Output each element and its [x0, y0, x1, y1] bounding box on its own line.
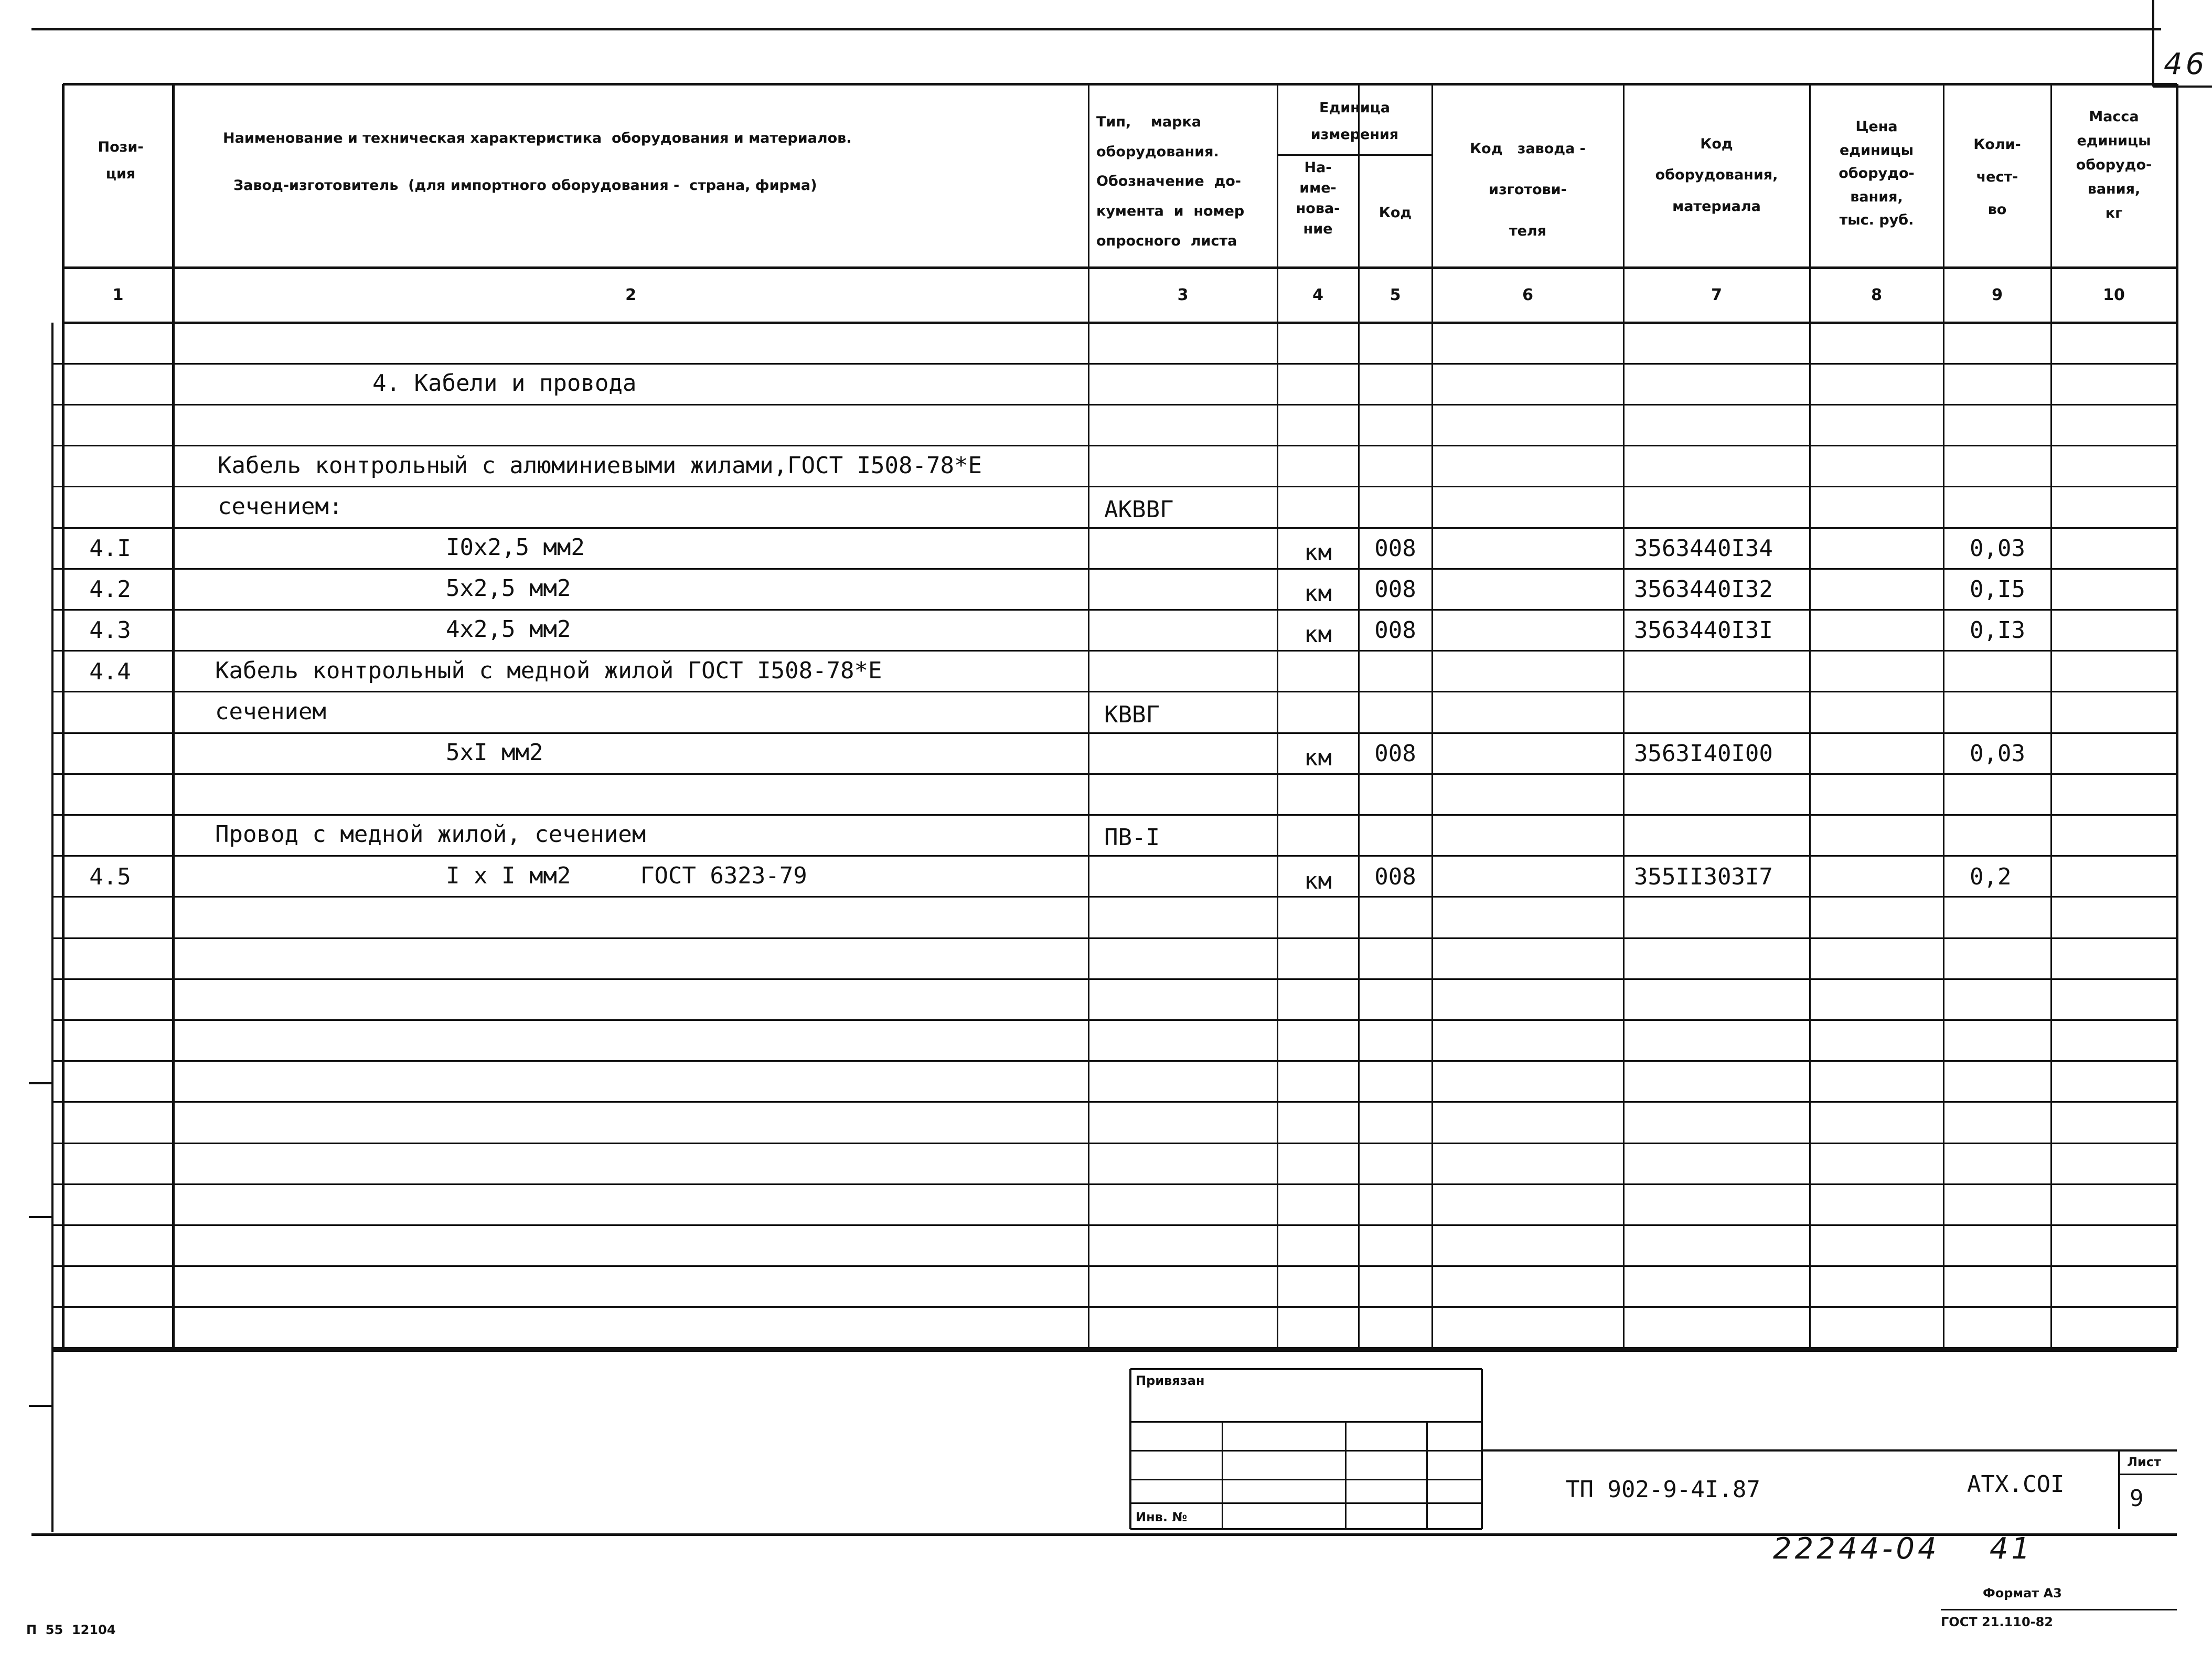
stamp-box-line — [1130, 1502, 1482, 1504]
row-position: 4.3 — [89, 617, 131, 644]
header-bottom-line — [63, 266, 2177, 269]
row-line — [52, 404, 2177, 406]
column-line — [1358, 84, 1360, 1348]
row-position: 4.5 — [89, 863, 131, 890]
row-line — [52, 978, 2177, 980]
row-unit-code: 008 — [1374, 617, 1416, 644]
row-line — [52, 527, 2177, 529]
row-unit: км — [1304, 621, 1332, 648]
row-name: сечением — [215, 698, 326, 725]
row-quantity: 0,I5 — [1970, 576, 2025, 603]
row-type-mark: ПВ-I — [1104, 824, 1160, 851]
stamp-box-line — [1426, 1422, 1428, 1529]
stamp-box-line — [1130, 1479, 1482, 1480]
gost-reference: ГОСТ 21.110-82 — [1941, 1615, 2054, 1629]
corner-box-line — [2153, 86, 2212, 88]
row-line — [52, 855, 2177, 857]
corner-page-number: 46 — [2164, 47, 2208, 81]
column-line — [1088, 84, 1089, 1348]
row-name: Кабель контрольный с алюминиевыми жилами,ГОСТ I508-78*Е — [218, 452, 982, 479]
row-unit: км — [1304, 744, 1332, 771]
column-line — [2050, 84, 2052, 1348]
title-block-line — [2119, 1474, 2177, 1475]
header-unit-name: На- име- нова- ние — [1296, 159, 1340, 238]
header-maker-code: Код завода - изготови- теля — [1470, 141, 1586, 239]
row-name: Кабель контрольный с медной жилой ГОСТ I508-78*Е — [215, 657, 882, 684]
column-number: 1 — [112, 286, 124, 304]
stamp-box-line — [1222, 1422, 1223, 1529]
row-name: 5хI мм2 — [446, 739, 543, 766]
header-name-line2: Завод-изготовитель (для импортного оборудования - страна, фирма) — [233, 177, 817, 194]
stamp-box-line — [1129, 1369, 1131, 1529]
row-line — [52, 1265, 2177, 1267]
row-quantity: 0,2 — [1970, 863, 2012, 890]
header-equipment-code: Код оборудования, материала — [1655, 136, 1778, 215]
row-line — [52, 363, 2177, 365]
row-unit-code: 008 — [1374, 740, 1416, 767]
row-unit-code: 008 — [1374, 863, 1416, 890]
top-border — [31, 28, 2161, 30]
document-code: ТП 902-9-4I.87 — [1566, 1476, 1760, 1503]
row-line — [52, 691, 2177, 692]
row-name: I0х2,5 мм2 — [446, 534, 585, 561]
header-position: Пози- ция — [98, 139, 144, 183]
column-number-line — [63, 322, 2177, 324]
stamp-box-line — [1130, 1368, 1482, 1370]
column-number: 9 — [1992, 286, 2003, 304]
row-position: 4.2 — [89, 576, 131, 603]
row-line — [52, 1306, 2177, 1308]
column-line — [1623, 84, 1625, 1348]
document-mark: АТХ.СОI — [1967, 1471, 2065, 1498]
row-line — [52, 650, 2177, 652]
row-line — [52, 814, 2177, 816]
row-line — [52, 445, 2177, 446]
row-name: 4х2,5 мм2 — [446, 616, 571, 643]
column-line — [1943, 84, 1944, 1348]
row-equipment-code: 3563440I3I — [1634, 617, 1773, 644]
column-line — [1431, 84, 1433, 1348]
stamp-box-line — [1130, 1528, 1482, 1530]
title-block-line — [2118, 1450, 2120, 1529]
row-line — [52, 732, 2177, 734]
column-number: 5 — [1390, 286, 1401, 304]
row-unit-code: 008 — [1374, 576, 1416, 603]
row-name: Провод с медной жилой, сечением — [215, 821, 646, 848]
corner-box-line — [2152, 0, 2154, 87]
margin-tick — [29, 1082, 52, 1084]
row-equipment-code: 3563440I32 — [1634, 576, 1773, 603]
column-number: 4 — [1312, 286, 1323, 304]
row-unit: км — [1304, 580, 1332, 607]
header-name-line1: Наименование и техническая характеристика оборудования и материалов. — [223, 130, 852, 146]
row-line — [52, 773, 2177, 775]
format-label: Формат А3 — [1983, 1586, 2062, 1600]
header-unit-code: Код — [1379, 205, 1412, 221]
row-type-mark: КВВГ — [1104, 701, 1160, 728]
row-position: 4.I — [89, 535, 131, 562]
column-number: 10 — [2103, 286, 2125, 304]
stamp-top-line — [52, 1350, 2177, 1352]
header-unit-mass: Масса единицы оборудо- вания, кг — [2076, 109, 2152, 221]
header-unit-group: Единица измерения — [1310, 100, 1399, 143]
sheet-label: Лист — [2127, 1455, 2161, 1469]
sheet-number: 9 — [2130, 1485, 2144, 1512]
header-unit-price: Цена единицы оборудо- вания, тыс. руб. — [1839, 119, 1915, 229]
table-top-border — [63, 83, 2177, 86]
stamp-privyazan: Привязан — [1136, 1373, 1205, 1388]
row-unit: км — [1304, 539, 1332, 566]
row-quantity: 0,I3 — [1970, 617, 2025, 644]
print-code: П 55 12104 — [26, 1623, 116, 1637]
row-name: I х I мм2 ГОСТ 6323-79 — [446, 862, 807, 889]
column-line — [1277, 84, 1278, 1348]
row-equipment-code: 3563440I34 — [1634, 535, 1773, 562]
title-block-line — [1482, 1449, 2177, 1452]
column-number: 2 — [625, 286, 636, 304]
column-number: 8 — [1871, 286, 1882, 304]
row-unit: км — [1304, 867, 1332, 894]
row-line — [52, 1183, 2177, 1185]
row-quantity: 0,03 — [1970, 535, 2025, 562]
row-equipment-code: 355II303I7 — [1634, 863, 1773, 890]
row-name: 5х2,5 мм2 — [446, 575, 571, 602]
stamp-box-line — [1130, 1421, 1482, 1423]
handwritten-archive-number: 22244-04 41 — [1773, 1532, 2034, 1566]
row-quantity: 0,03 — [1970, 740, 2025, 767]
row-line — [52, 1101, 2177, 1103]
row-line — [52, 1143, 2177, 1144]
row-line — [52, 568, 2177, 570]
table-bottom-line — [52, 1347, 2177, 1350]
row-line — [52, 1060, 2177, 1062]
margin-tick — [29, 1405, 52, 1407]
column-number: 6 — [1522, 286, 1533, 304]
stamp-box-line — [1345, 1422, 1347, 1529]
header-quantity: Коли- чест- во — [1973, 136, 2021, 218]
row-line — [52, 609, 2177, 611]
column-line — [1809, 84, 1811, 1348]
row-line — [52, 937, 2177, 939]
column-number: 3 — [1177, 286, 1189, 304]
row-line — [52, 1019, 2177, 1021]
header-type-mark: Тип, марка оборудования. Обозначение до- кумента и номер опросного листа — [1096, 114, 1245, 249]
column-line — [2176, 84, 2178, 1348]
column-line — [62, 84, 65, 1348]
row-name: сечением: — [218, 493, 343, 520]
row-equipment-code: 3563I40I00 — [1634, 740, 1773, 767]
row-line — [52, 1224, 2177, 1226]
column-number: 7 — [1711, 286, 1722, 304]
format-line — [1941, 1609, 2177, 1610]
stamp-box-line — [1130, 1450, 1482, 1452]
column-line — [172, 84, 175, 1348]
row-name: 4. Кабели и провода — [372, 370, 637, 397]
unit-header-split — [1277, 154, 1432, 156]
margin-tick — [29, 1216, 52, 1218]
stamp-inventory-number: Инв. № — [1136, 1510, 1188, 1524]
row-unit-code: 008 — [1374, 535, 1416, 562]
row-line — [52, 896, 2177, 898]
row-position: 4.4 — [89, 658, 131, 685]
row-type-mark: АКВВГ — [1104, 496, 1174, 523]
row-line — [52, 486, 2177, 487]
